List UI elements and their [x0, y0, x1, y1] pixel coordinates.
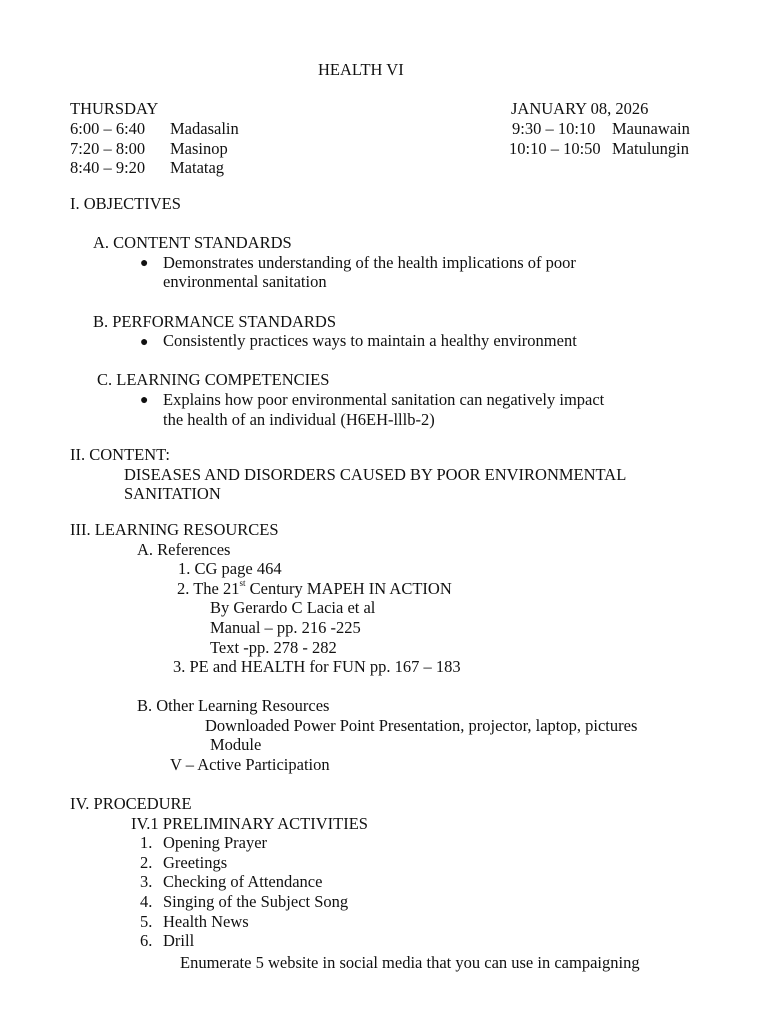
bullet-icon: ●: [140, 335, 149, 350]
content-standards-heading: A. CONTENT STANDARDS: [93, 233, 292, 252]
list-item: Health News: [163, 912, 249, 931]
reference-text: Text -pp. 278 - 282: [210, 638, 337, 657]
list-item-number: 2.: [140, 853, 153, 872]
page-title: HEALTH VI: [318, 60, 404, 79]
content-standards-text: Demonstrates understanding of the health implications of poor: [163, 253, 576, 272]
schedule-section: Maunawain: [612, 119, 690, 138]
learning-competencies-heading: C. LEARNING COMPETENCIES: [97, 370, 330, 389]
list-item: Opening Prayer: [163, 833, 268, 852]
list-item-number: 3.: [140, 872, 153, 891]
list-item: Singing of the Subject Song: [163, 892, 349, 911]
schedule-time: 7:20 – 8:00: [70, 139, 146, 158]
content-standards-text: environmental sanitation: [163, 272, 327, 291]
drill-instruction: Enumerate 5 website in social media that you can use in campaigning: [180, 953, 640, 972]
content-heading: II. CONTENT:: [70, 445, 170, 464]
reference-item: 3. PE and HEALTH for FUN pp. 167 – 183: [173, 657, 461, 676]
content-topic: DISEASES AND DISORDERS CAUSED BY POOR ENVIRONMENTAL: [124, 465, 627, 484]
schedule-section: Matatag: [170, 158, 225, 177]
learning-resources-heading: III. LEARNING RESOURCES: [70, 520, 279, 539]
schedule-section: Masinop: [170, 139, 228, 158]
list-item-number: 5.: [140, 912, 153, 931]
values-integration: V – Active Participation: [170, 755, 330, 774]
bullet-icon: ●: [140, 393, 149, 408]
list-item-number: 4.: [140, 892, 153, 911]
other-resources-text: Downloaded Power Point Presentation, projector, laptop, pictures: [205, 716, 638, 735]
other-resources-heading: B. Other Learning Resources: [137, 696, 330, 715]
schedule-section: Madasalin: [170, 119, 239, 138]
reference-author: By Gerardo C Lacia et al: [210, 598, 376, 617]
procedure-heading: IV. PROCEDURE: [70, 794, 192, 813]
schedule-section: Matulungin: [612, 139, 689, 158]
bullet-icon: ●: [140, 256, 149, 271]
schedule-time: 9:30 – 10:10: [512, 119, 596, 138]
reference-manual: Manual – pp. 216 -225: [210, 618, 361, 637]
list-item-number: 1.: [140, 833, 153, 852]
other-resources-text: Module: [210, 735, 262, 754]
reference-item: 1. CG page 464: [178, 559, 282, 578]
performance-standards-heading: B. PERFORMANCE STANDARDS: [93, 312, 337, 331]
list-item-number: 6.: [140, 931, 153, 950]
performance-standards-text: Consistently practices ways to maintain a healthy environment: [163, 331, 577, 350]
objectives-heading: I. OBJECTIVES: [70, 194, 181, 213]
schedule-day: THURSDAY: [70, 99, 159, 118]
schedule-date: JANUARY 08, 2026: [511, 99, 649, 118]
content-topic: SANITATION: [124, 484, 221, 503]
schedule-time: 6:00 – 6:40: [70, 119, 146, 138]
schedule-time: 8:40 – 9:20: [70, 158, 146, 177]
reference-item: 2. The 21st Century MAPEH IN ACTION: [177, 578, 452, 598]
list-item: Greetings: [163, 853, 228, 872]
list-item: Drill: [163, 931, 195, 950]
references-heading: A. References: [137, 540, 231, 559]
learning-competencies-text: the health of an individual (H6EH-lllb-2): [163, 410, 435, 429]
learning-competencies-text: Explains how poor environmental sanitation can negatively impact: [163, 390, 605, 409]
list-item: Checking of Attendance: [163, 872, 323, 891]
preliminary-activities-heading: IV.1 PRELIMINARY ACTIVITIES: [131, 814, 368, 833]
schedule-time: 10:10 – 10:50: [509, 139, 601, 158]
